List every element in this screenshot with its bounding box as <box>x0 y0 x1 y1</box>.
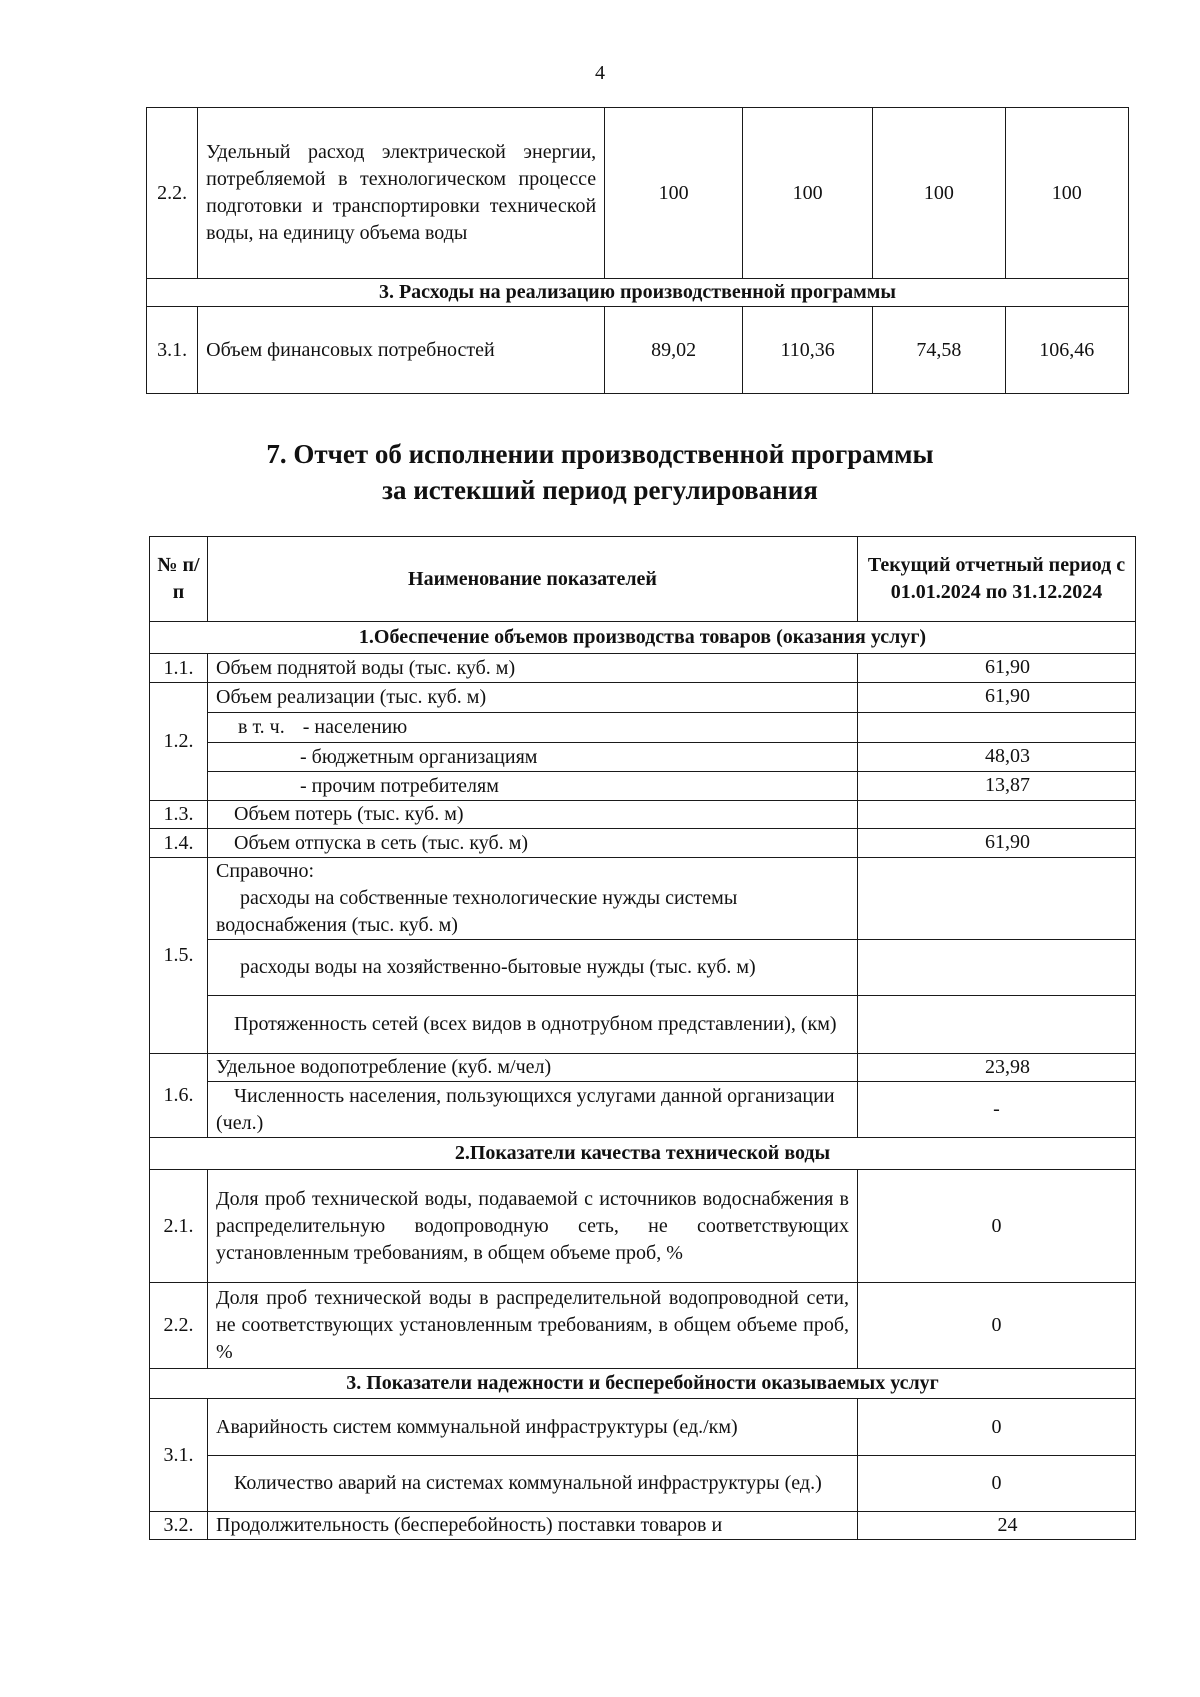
section-header-row <box>150 1369 1136 1399</box>
value-cell: 110,36 <box>743 307 873 394</box>
indicator-name: расходы на собственные технологические нужды системы водоснабжения (тыс. куб. м) <box>216 887 738 936</box>
indicator-name: Доля проб технической воды в распределительной водопроводной сети, не соответствующих установленным требованиям, в общем объеме проб, % <box>208 1283 858 1369</box>
value-cell: 61,90 <box>858 829 1136 858</box>
section-title: 1.Обеспечение объемов производства товаров (оказания услуг) <box>150 622 1136 654</box>
value-cell <box>858 858 1136 940</box>
table-row <box>150 858 1136 940</box>
row-number: 1.2. <box>150 683 208 801</box>
value-cell: 0 <box>858 1399 1136 1456</box>
value-cell: 100 <box>605 108 743 279</box>
row-number: 3.2. <box>150 1512 208 1540</box>
sub-indicator: - прочим потребителям <box>208 772 858 801</box>
indicator-name: Доля проб технической воды, подаваемой с источников водоснабжения в распределительную водопроводную сеть, не соответствующих установленным требованиям, в общем объеме проб, % <box>208 1170 858 1283</box>
header-period: Текущий отчетный период с 01.01.2024 по 31.12.2024 <box>858 537 1136 622</box>
row-number: 1.1. <box>150 654 208 683</box>
indicator-name: Объем финансовых потребностей <box>198 307 605 394</box>
sub-indicator <box>208 713 858 743</box>
table-row <box>150 996 1136 1054</box>
value-cell: 100 <box>743 108 873 279</box>
incl-label: в т. ч. <box>238 716 285 738</box>
row-number: 3.1. <box>147 307 198 394</box>
indicator-name: Удельное водопотребление (куб. м/чел) <box>208 1054 858 1082</box>
value-cell: 74,58 <box>873 307 1005 394</box>
value-cell <box>858 996 1136 1054</box>
table-row <box>147 307 1129 394</box>
value-cell: 61,90 <box>858 654 1136 683</box>
indicator-name: Объем поднятой воды (тыс. куб. м) <box>208 654 858 683</box>
section-heading-line2: за истекший период регулирования <box>382 475 818 505</box>
page-number: 4 <box>595 62 605 84</box>
table-row <box>150 801 1136 829</box>
section-header-row <box>150 1138 1136 1170</box>
table-row <box>150 654 1136 683</box>
indicator-name: Продолжительность (бесперебойность) поставки товаров и <box>208 1512 858 1540</box>
value-cell <box>858 801 1136 829</box>
value-cell: 100 <box>873 108 1005 279</box>
section-header-row <box>150 622 1136 654</box>
header-row <box>150 537 1136 622</box>
value-cell: 13,87 <box>858 772 1136 801</box>
row-number: 3.1. <box>150 1399 208 1512</box>
value-cell: 0 <box>858 1170 1136 1283</box>
table-row <box>150 743 1136 772</box>
value-cell: 89,02 <box>605 307 743 394</box>
value-cell: 100 <box>1005 108 1128 279</box>
sub-indicator-name: - населению <box>302 716 408 738</box>
row-number: 2.1. <box>150 1170 208 1283</box>
header-name: Наименование показателей <box>208 537 858 622</box>
sub-indicator: - бюджетным организациям <box>208 743 858 772</box>
indicator-name: Количество аварий на системах коммунальной инфраструктуры (ед.) <box>208 1456 858 1512</box>
section-title: 3. Показатели надежности и бесперебойности оказываемых услуг <box>150 1369 1136 1399</box>
section-header-row <box>147 279 1129 307</box>
indicator-name: Объем реализации (тыс. куб. м) <box>208 683 858 713</box>
table-row <box>150 1170 1136 1283</box>
table-row <box>150 772 1136 801</box>
header-num: № п/п <box>150 537 208 622</box>
indicator-name: Численность населения, пользующихся услугами данной организации (чел.) <box>208 1082 858 1138</box>
row-number: 1.5. <box>150 858 208 1054</box>
value-cell: 23,98 <box>858 1054 1136 1082</box>
row-number: 2.2. <box>147 108 198 279</box>
table-row <box>150 713 1136 743</box>
section-title: 2.Показатели качества технической воды <box>150 1138 1136 1170</box>
row-number: 1.3. <box>150 801 208 829</box>
value-cell: 0 <box>858 1283 1136 1369</box>
value-cell: 48,03 <box>858 743 1136 772</box>
value-cell <box>858 713 1136 743</box>
indicator-name: Объем отпуска в сеть (тыс. куб. м) <box>208 829 858 858</box>
table-row <box>150 1054 1136 1082</box>
value-cell <box>858 940 1136 996</box>
report-table <box>149 536 1136 1540</box>
value-cell: - <box>858 1082 1136 1138</box>
indicator-name: Удельный расход электрической энергии, потребляемой в технологическом процессе подготовки и транспортировки технической воды, на единицу объема воды <box>198 108 605 279</box>
indicator-name: Аварийность систем коммунальной инфраструктуры (ед./км) <box>208 1399 858 1456</box>
production-program-table <box>146 107 1129 394</box>
table-row <box>150 1399 1136 1456</box>
value-cell: 0 <box>858 1456 1136 1512</box>
value-cell: 24 <box>858 1512 1136 1540</box>
row-number: 1.6. <box>150 1054 208 1138</box>
value-cell: 106,46 <box>1005 307 1128 394</box>
table-row <box>150 1456 1136 1512</box>
section-title: 3. Расходы на реализацию производственной программы <box>147 279 1129 307</box>
table-row <box>150 940 1136 996</box>
row-number: 1.4. <box>150 829 208 858</box>
value-cell: 61,90 <box>858 683 1136 713</box>
indicator-name: расходы воды на хозяйственно-бытовые нужды (тыс. куб. м) <box>208 940 858 996</box>
table-row <box>150 829 1136 858</box>
table-row <box>150 1283 1136 1369</box>
reference-label: Справочно: <box>216 860 315 882</box>
table-row <box>150 683 1136 713</box>
section-heading-line1: 7. Отчет об исполнении производственной программы <box>266 439 934 469</box>
indicator-name: Объем потерь (тыс. куб. м) <box>208 801 858 829</box>
table-row <box>150 1512 1136 1540</box>
table-row <box>147 108 1129 279</box>
reference-cell <box>208 858 858 940</box>
table-row <box>150 1082 1136 1138</box>
indicator-name: Протяженность сетей (всех видов в однотрубном представлении), (км) <box>208 996 858 1054</box>
row-number: 2.2. <box>150 1283 208 1369</box>
